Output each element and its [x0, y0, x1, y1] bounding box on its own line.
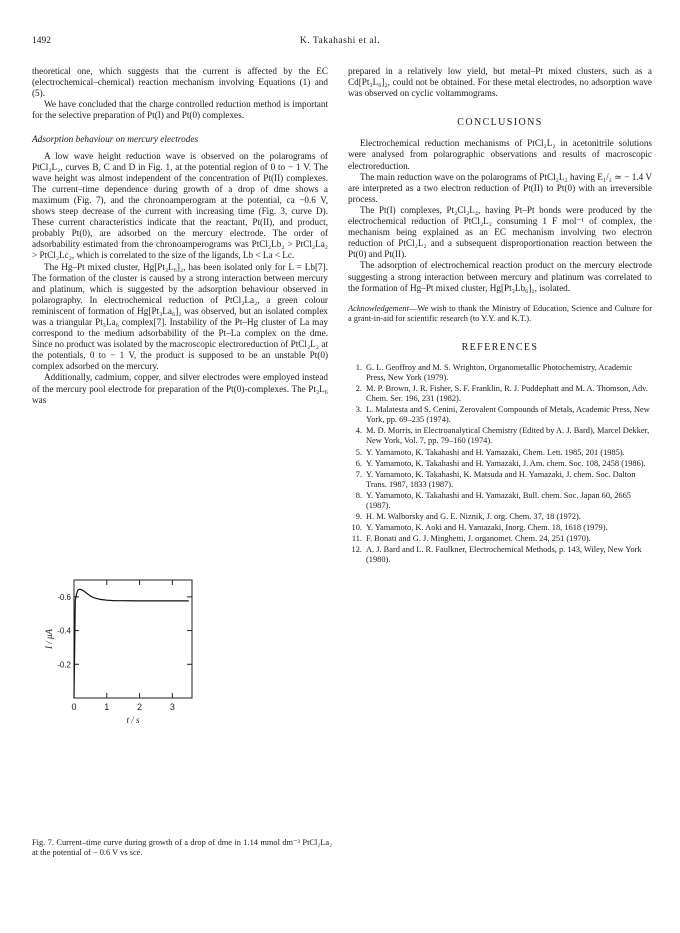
- conclusion-paragraph: We have concluded that the charge controlled reduction method is important for the selective preparation of Pt(I) and Pt(0) complexes.: [32, 99, 328, 121]
- reference-text: Y. Yamamoto, K. Takahashi, K. Matsuda and H. Yamazaki, J. chem. Soc. Dalton Trans. 1987, 1833 (1987).: [366, 469, 636, 489]
- reference-number: 3.: [355, 405, 362, 415]
- reference-item: [348, 405, 652, 425]
- left-column: [32, 66, 328, 406]
- reference-item: [348, 426, 652, 446]
- reference-number: 5.: [355, 447, 362, 457]
- reference-item: [348, 384, 652, 404]
- reference-text: G. L. Geoffroy and M. S. Wrighton, Organometallic Photochemistry, Academic Press, New York (1979).: [366, 362, 633, 382]
- acknowledgement-lead: Acknowledgement: [348, 303, 409, 313]
- conclusions-paragraph-1: Electrochemical reduction mechanisms of PtCl₂L₂ in acetonitrile solutions were analysed from polarographic observations and results of macroscopic electroreduction.: [348, 138, 652, 171]
- running-head: K. Takahashi et al.: [299, 36, 381, 46]
- intro-paragraph: theoretical one, which suggests that the current is affected by the EC (electrochemical–chemical) reaction mechanism involving Equations (1) and (5).: [32, 66, 328, 99]
- subsection-title: Adsorption behaviour on mercury electrodes: [32, 135, 199, 146]
- y-tick-label: -0.6: [57, 592, 71, 602]
- reference-number: 9.: [355, 512, 362, 522]
- metals-paragraph: Additionally, cadmium, copper, and silver electrodes were employed instead of the mercury pool electrode for preparation of the Pt(0)-complexes. The Pt₃L₆ was: [32, 372, 328, 405]
- y-tick-label: -0.2: [57, 660, 71, 670]
- series-line: [74, 589, 189, 698]
- reference-number: 12.: [351, 545, 362, 555]
- reference-item: [348, 448, 652, 458]
- page-number: 1492: [32, 36, 51, 46]
- reference-number: 7.: [355, 469, 362, 479]
- reference-item: [348, 491, 652, 511]
- reference-number: 11.: [351, 534, 362, 544]
- reference-number: 1.: [355, 362, 362, 372]
- reference-item: [348, 459, 652, 469]
- y-axis-label: I / μA: [44, 628, 54, 650]
- reference-text: Y. Yamamoto, K. Takahashi and H. Yamazaki, J. Am. chem. Soc. 108, 2458 (1986).: [366, 458, 646, 468]
- page-header: [32, 36, 648, 50]
- x-tick-label: 0: [71, 702, 77, 712]
- reference-text: Y. Yamamoto, K. Aoki and H. Yamazaki, Inorg. Chem. 18, 1618 (1979).: [366, 523, 608, 533]
- x-tick-label: 2: [137, 702, 143, 712]
- reference-text: L. Malatesta and S. Cenini, Zerovalent Compounds of Metals, Academic Press, New York, pp. 69–235 (1974).: [366, 405, 650, 425]
- reference-text: A. J. Bard and L. R. Faulkner, Electrochemical Methods, p. 143, Wiley, New York (1980).: [366, 545, 642, 565]
- conclusions-paragraph-4: The adsorption of electrochemical reaction product on the mercury electrode suggesting a strong interaction between mercury and platinum was correlated to the formation of Hg–Pt mixed cluster, Hg[Pt₃Lb₆]₂, isolated.: [348, 260, 652, 293]
- figure-caption: Fig. 7. Current–time curve during growth of a drop of dme in 1.14 mmol dm⁻³ PtCl₂La₂ at the potential of − 0.6 V vs sce.: [32, 838, 332, 857]
- acknowledgement-text: —We wish to thank the Ministry of Education, Science and Culture for a grant-in-aid for scientific research (to Y.Y. and K.T.).: [348, 303, 652, 323]
- reference-item: [348, 523, 652, 533]
- current-time-chart: [32, 567, 328, 767]
- reference-item: [348, 363, 652, 383]
- x-tick-label: 1: [104, 702, 110, 712]
- reference-text: M. P. Brown, J. R. Fisher, S. F. Franklin, R. J. Puddephatt and M. A. Thomson, Adv. Chem. Ser. 196, 231 (1982).: [366, 383, 648, 404]
- conclusions-heading: CONCLUSIONS: [457, 117, 543, 129]
- x-axis-label: t / s: [126, 715, 140, 725]
- hgpt-paragraph: The Hg–Pt mixed cluster, Hg[Pt₃L₆]₂, has been isolated only for L = Lb[7]. The formation of the cluster is caused by a strong interaction between mercury and platinum, which is suggested by the adsorption behaviour observed in polarography. In electrochemical reduction of PtCl₂La₂, a green colour reminiscent of formation of Hg[Pt₃La₆]₂ was observed, but an isolated complex was a triangular Pt₃La₆ complex[7]. Instability of the Pt–Hg cluster of La may correspond to the medium adsorbability of the Pt–La complex on the dme. Since no product was isolated by the macroscopic electroreduction of PtCl₂L₂ at the potentials, 0 to − 1 V, the product is supposed to be an unstable Pt(0) complex adsorbed on the mercury.: [32, 261, 328, 372]
- reference-number: 6.: [355, 458, 362, 468]
- reference-item: [348, 470, 652, 490]
- plot-frame: [74, 580, 192, 698]
- x-tick-label: 3: [169, 702, 175, 712]
- reference-item: [348, 545, 652, 565]
- conclusions-paragraph-3: The Pt(I) complexes, Pt₂Cl₂L₄, having Pt–Pt bonds were produced by the electrochemical reduction of PtCl₂L₂ consuming 1 F mol⁻¹ of complex, the mechanism being explained as an EC mechanism involving two electron reduction of PtCl₂L₂ and a subsequent disproportionation reaction between the Pt(0) and Pt(II).: [348, 204, 652, 260]
- reference-number: 8.: [355, 490, 362, 500]
- references-heading: REFERENCES: [461, 341, 539, 353]
- conclusions-paragraph-2: The main reduction wave on the polarograms of PtCl₂L₂ having E₁/₂ ≃ − 1.4 V are interpreted as a two electron reduction of Pt(II) to Pt(0) with an irreversible process.: [348, 171, 652, 204]
- reference-number: 2.: [355, 383, 362, 393]
- reference-text: Y. Yamamoto, K. Takahashi and H. Yamazaki, Bull. chem. Soc. Japan 60, 2665 (1987).: [366, 490, 631, 510]
- continuation-paragraph: prepared in a relatively low yield, but metal–Pt mixed clusters, such as a Cd[Pt₃L₆]₂, could not be obtained. For these metal electrodes, no adsorption wave was observed on cyclic voltammograms.: [348, 66, 652, 99]
- adsorption-paragraph: A low wave height reduction wave is observed on the polarograms of PtCl₂L₂, curves B, C and D in Fig. 1, at the potential region of 0 to − 1 V. The wave height was almost independent of the concentration of Pt(II) complexes. The current–time dependence during growth of a drop of dme shows a maximum (Fig. 7), and the chronoamperogram at the potential, ca −0.6 V, shows steep decrease of the current with increasing time (Fig. 3, curve D). These current characteristics indicate that the reactant, Pt(II), and product, probably Pt(0), are adsorbed on the mercury electrode. The order of adsorbability estimated from the chronoamperograms was PtCl₂Lb₂ > PtCl₂La₂ > PtCl₂Lc₂, which is correlated to the size of the ligands, Lb < La < Lc.: [32, 150, 328, 261]
- reference-text: M. D. Morris, in Electroanalytical Chemistry (Edited by A. J. Bard), Marcel Dekker, New York, Vol. 7, pp. 79–160 (1974).: [366, 426, 650, 446]
- reference-text: H. M. Walborsky and G. E. Niznik, J. org. Chem. 37, 18 (1972).: [366, 512, 581, 522]
- right-column: [348, 66, 652, 567]
- acknowledgement: [348, 304, 652, 324]
- reference-number: 10.: [351, 523, 362, 533]
- reference-item: [348, 534, 652, 544]
- reference-list: [348, 363, 652, 566]
- reference-text: Y. Yamamoto, K. Takahashi and H. Yamazaki, Chem. Lett. 1985, 201 (1985).: [366, 447, 625, 457]
- reference-number: 4.: [355, 426, 362, 436]
- reference-text: F. Bonati and G. J. Minghetti, J. organomet. Chem. 24, 251 (1970).: [366, 534, 591, 544]
- y-tick-label: -0.4: [57, 626, 71, 636]
- reference-item: [348, 512, 652, 522]
- figure-7: [32, 567, 328, 767]
